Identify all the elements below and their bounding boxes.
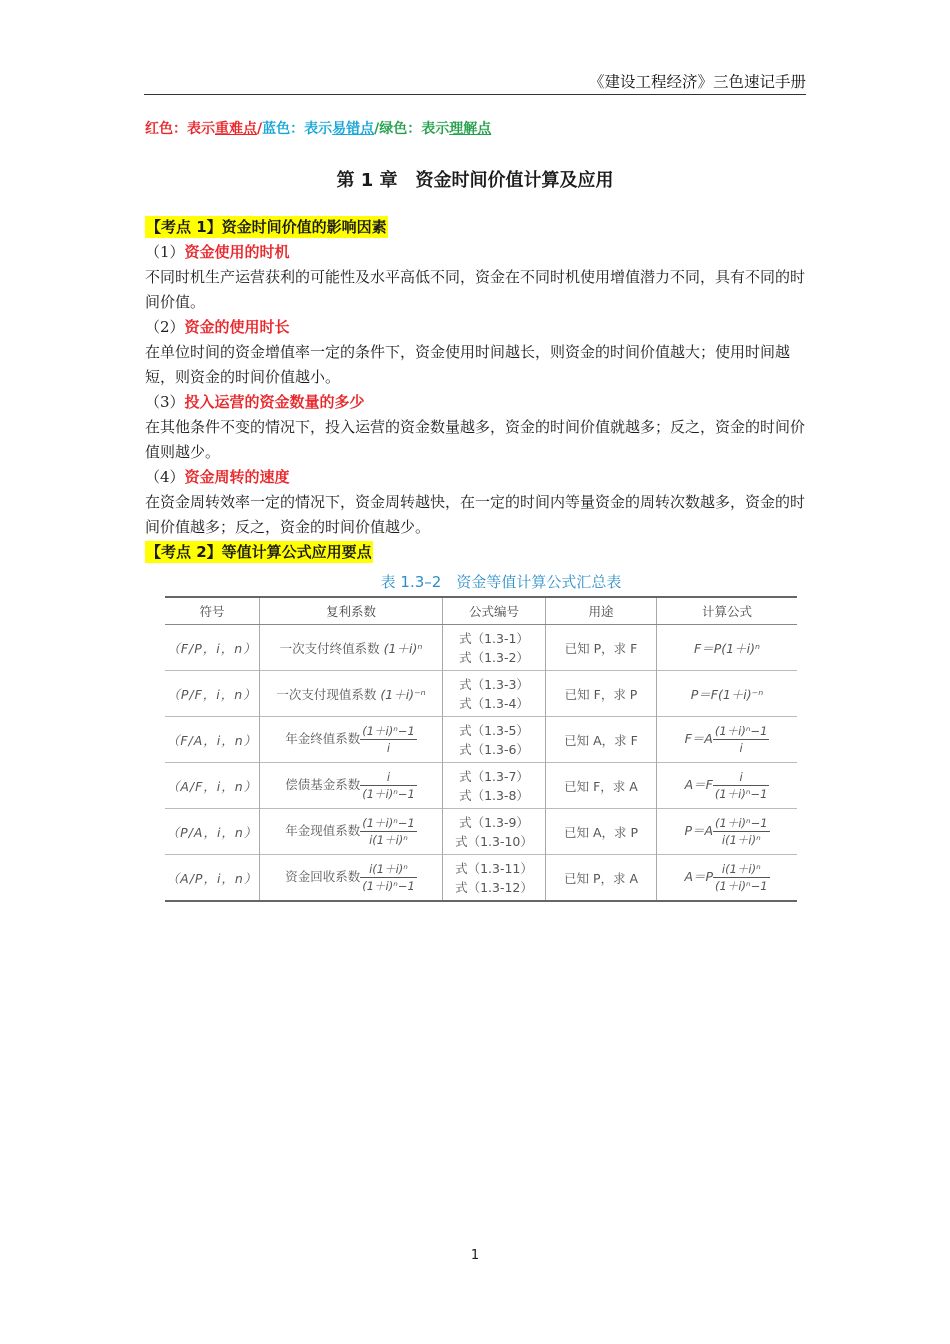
legend-sep: ：表示 xyxy=(407,121,450,137)
table-row xyxy=(165,671,797,717)
fraction-denominator: i xyxy=(386,741,391,755)
factor-heading-text: 资金使用的时机 xyxy=(184,243,290,261)
factor-body: 在资金周转效率一定的情况下，资金周转越快，在一定的时间内等量资金的周转次数越多，资金的时间价值越多；反之，资金的时间价值越少。 xyxy=(145,493,806,536)
factor-heading-text: 资金的使用时长 xyxy=(184,318,290,336)
formula-fraction xyxy=(713,769,770,802)
coefficient-name: 一次支付终值系数 xyxy=(279,640,380,656)
coefficient-cell xyxy=(260,809,443,855)
column-header: 计算公式 xyxy=(657,597,798,625)
factor-body: 不同时机生产运营获利的可能性及水平高低不同，资金在不同时机使用增值潜力不同，具有不同的时间价值。 xyxy=(145,268,806,311)
kaodian-2-title: 【考点 2】等值计算公式应用要点 xyxy=(146,543,372,561)
formula-number-cell xyxy=(443,671,546,717)
formula-summary-table xyxy=(165,596,797,902)
formula-table-figure xyxy=(165,570,797,902)
formula-number: 式（1.3-5） xyxy=(459,722,529,738)
coefficient-fraction xyxy=(360,861,417,894)
usage-cell: 已知 P，求 A xyxy=(546,855,657,902)
usage-cell: 已知 A，求 P xyxy=(546,809,657,855)
legend-green-label: 绿色 xyxy=(379,121,408,137)
usage-cell: 已知 P，求 F xyxy=(546,625,657,671)
legend-blue-label: 蓝色 xyxy=(262,121,291,137)
legend-slash: / xyxy=(374,121,380,137)
formula-number: 式（1.3-10） xyxy=(455,833,533,849)
formula-prefix: A＝P xyxy=(684,869,714,884)
formula-number: 式（1.3-11） xyxy=(455,860,533,876)
formula-prefix: F＝A xyxy=(684,731,713,746)
fraction-numerator: (1＋i)ⁿ−1 xyxy=(715,816,768,830)
formula-fraction xyxy=(713,815,770,848)
column-header: 公式编号 xyxy=(443,597,546,625)
coefficient-name: 偿债基金系数 xyxy=(285,777,361,792)
kaodian-1-title: 【考点 1】资金时间价值的影响因素 xyxy=(146,218,387,236)
formula-number-cell xyxy=(443,717,546,763)
fraction-denominator: (1＋i)ⁿ−1 xyxy=(714,787,768,801)
fraction-numerator: i(1＋i)ⁿ xyxy=(713,861,770,878)
table-row xyxy=(165,763,797,809)
factor-heading xyxy=(145,465,807,490)
column-header: 用途 xyxy=(546,597,657,625)
legend-sep: ：表示 xyxy=(173,121,215,137)
factor-heading xyxy=(145,315,807,340)
calculation-formula xyxy=(657,809,798,855)
fraction-numerator: (1＋i)ⁿ−1 xyxy=(362,724,415,738)
formula-prefix: P＝A xyxy=(684,823,714,838)
coefficient-cell xyxy=(260,855,443,902)
formula-number-cell xyxy=(443,763,546,809)
calculation-formula xyxy=(657,763,798,809)
coefficient-cell xyxy=(260,763,443,809)
coefficient-cell xyxy=(260,671,443,717)
formula-number-cell xyxy=(443,855,546,902)
coefficient-expression: (1＋i)ⁿ xyxy=(383,640,423,656)
fraction-numerator: (1＋i)ⁿ−1 xyxy=(714,724,768,738)
formula-number: 式（1.3-3） xyxy=(459,676,529,692)
color-legend xyxy=(145,118,491,138)
factor-number: （2） xyxy=(145,318,185,336)
header-rule xyxy=(144,94,806,95)
table-row xyxy=(165,855,797,902)
legend-sep: ：表示 xyxy=(290,121,333,137)
table-row xyxy=(165,809,797,855)
fraction-denominator: (1＋i)ⁿ−1 xyxy=(362,787,415,801)
coefficient-fraction xyxy=(360,769,417,802)
factor-symbol: （F/A，i，n） xyxy=(165,717,260,763)
formula-number: 式（1.3-8） xyxy=(459,787,529,803)
legend-blue-term: 易错点 xyxy=(332,121,375,137)
factor-body: 在单位时间的资金增值率一定的条件下，资金使用时间越长，则资金的时间价值越大；使用时间越短，则资金的时间价值越小。 xyxy=(145,343,791,386)
fraction-numerator: (1＋i)ⁿ−1 xyxy=(362,816,415,830)
fraction-numerator: i xyxy=(713,769,770,786)
table-row xyxy=(165,625,797,671)
formula-number: 式（1.3-2） xyxy=(459,649,529,665)
factor-symbol: （A/P，i，n） xyxy=(165,855,260,902)
legend-red-label: 红色 xyxy=(145,121,173,137)
factor-heading-text: 资金周转的速度 xyxy=(184,468,290,486)
fraction-denominator: (1＋i)ⁿ−1 xyxy=(715,879,768,893)
table-row xyxy=(165,717,797,763)
factor-heading-text: 投入运营的资金数量的多少 xyxy=(184,393,365,411)
coefficient-cell xyxy=(260,717,443,763)
coefficient-name: 年金现值系数 xyxy=(285,823,361,838)
coefficient-name: 资金回收系数 xyxy=(285,869,361,884)
formula-number-cell xyxy=(443,809,546,855)
coefficient-name: 年金终值系数 xyxy=(285,731,361,746)
fraction-denominator: i(1＋i)ⁿ xyxy=(369,833,408,847)
calculation-formula xyxy=(657,855,798,902)
factor-symbol: （F/P，i，n） xyxy=(165,625,260,671)
formula-number: 式（1.3-4） xyxy=(459,695,529,711)
column-header: 复利系数 xyxy=(260,597,443,625)
calculation-formula: P＝F(1＋i)⁻ⁿ xyxy=(657,671,798,717)
factor-symbol: （P/A，i，n） xyxy=(165,809,260,855)
formula-prefix: A＝F xyxy=(684,777,713,792)
fraction-numerator: i xyxy=(360,769,417,786)
factor-number: （4） xyxy=(145,468,185,486)
usage-cell: 已知 F，求 P xyxy=(546,671,657,717)
coefficient-name: 一次支付现值系数 xyxy=(276,686,377,702)
formula-number-cell xyxy=(443,625,546,671)
legend-slash: / xyxy=(257,121,263,137)
formula-number: 式（1.3-9） xyxy=(459,814,529,830)
page-number: 1 xyxy=(470,1248,480,1263)
coefficient-cell xyxy=(260,625,443,671)
main-content xyxy=(145,215,807,565)
running-header: 《建设工程经济》三色速记手册 xyxy=(588,73,806,91)
factor-body: 在其他条件不变的情况下，投入运营的资金数量越多，资金的时间价值就越多；反之，资金的时间价值则越少。 xyxy=(145,418,806,461)
factor-symbol: （A/F，i，n） xyxy=(165,763,260,809)
formula-number: 式（1.3-6） xyxy=(459,741,529,757)
usage-cell: 已知 F，求 A xyxy=(546,763,657,809)
formula-fraction xyxy=(713,861,770,894)
coefficient-fraction xyxy=(360,723,417,756)
factor-heading xyxy=(145,390,807,415)
coefficient-expression: (1＋i)⁻ⁿ xyxy=(380,686,426,702)
fraction-denominator: (1＋i)ⁿ−1 xyxy=(362,879,415,893)
formula-fraction xyxy=(713,723,770,756)
formula-number: 式（1.3-1） xyxy=(459,630,529,646)
factor-number: （1） xyxy=(145,243,185,261)
legend-green-term: 理解点 xyxy=(449,121,492,137)
factor-symbol: （P/F，i，n） xyxy=(165,671,260,717)
formula-number: 式（1.3-7） xyxy=(459,768,529,784)
factor-heading xyxy=(145,240,807,265)
table-caption: 表 1.3–2 资金等值计算公式汇总表 xyxy=(380,573,622,591)
coefficient-fraction xyxy=(360,815,417,848)
calculation-formula xyxy=(657,717,798,763)
fraction-denominator: i(1＋i)ⁿ xyxy=(721,833,761,847)
fraction-numerator: i(1＋i)ⁿ xyxy=(360,861,417,878)
table-header-row xyxy=(165,597,797,625)
fraction-denominator: i xyxy=(739,741,743,755)
usage-cell: 已知 A，求 F xyxy=(546,717,657,763)
legend-red-term: 重难点 xyxy=(215,121,257,137)
formula-number: 式（1.3-12） xyxy=(455,879,533,895)
factor-number: （3） xyxy=(145,393,185,411)
calculation-formula: F＝P(1＋i)ⁿ xyxy=(657,625,798,671)
column-header: 符号 xyxy=(165,597,260,625)
chapter-title: 第 1 章 资金时间价值计算及应用 xyxy=(336,170,614,191)
